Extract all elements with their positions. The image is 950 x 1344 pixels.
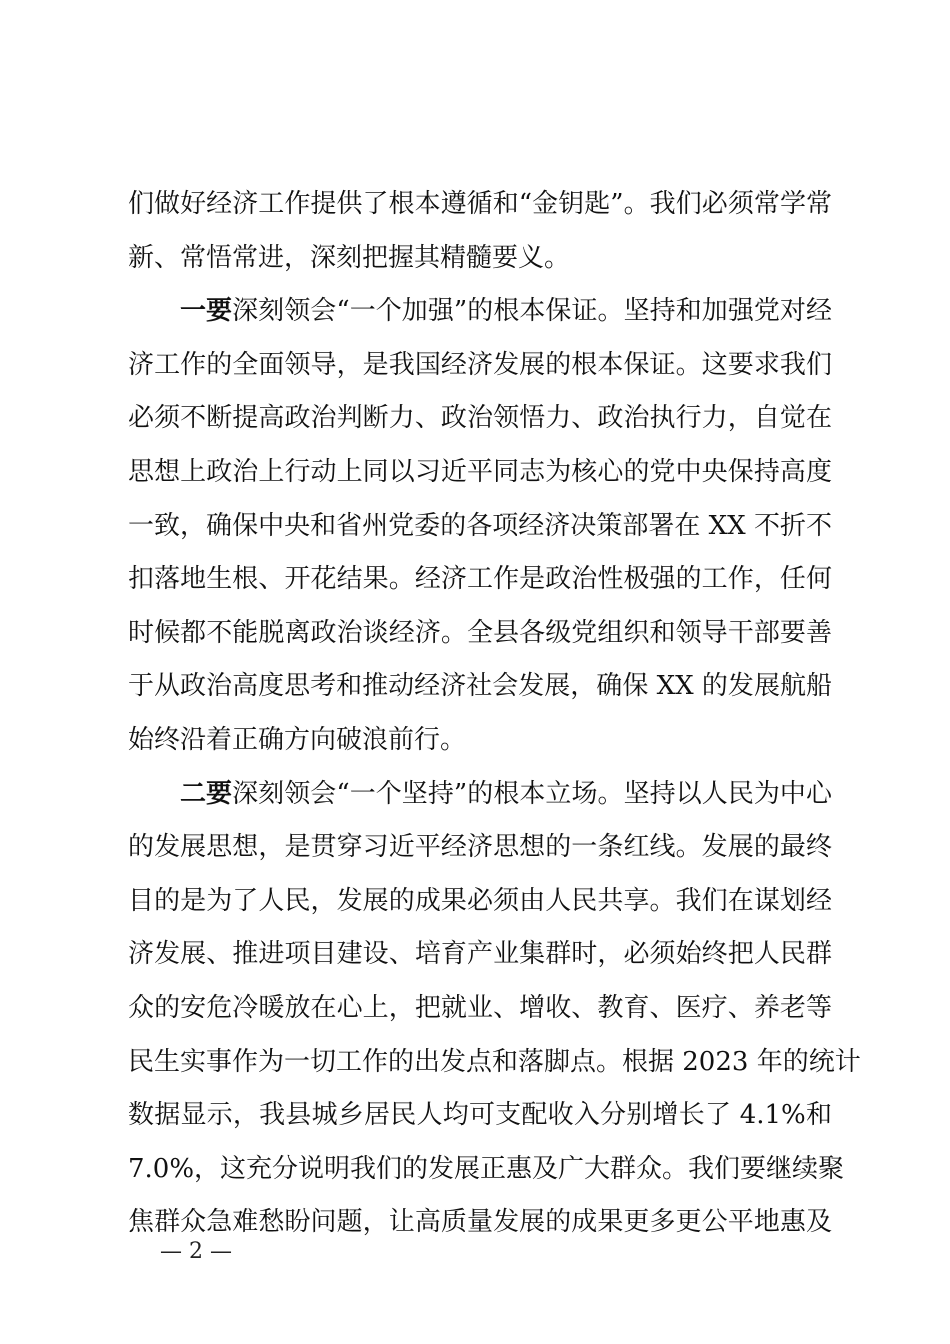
text-line: 们做好经济工作提供了根本遵循和“金钥匙”。我们必须常学常 [128, 189, 832, 219]
text-line: 扣落地生根、开花结果。经济工作是政治性极强的工作，任何 [128, 564, 832, 595]
text-line: 始终沿着正确方向破浪前行。 [128, 724, 467, 755]
text-line: 众的安危冷暖放在心上，把就业、增收、教育、医疗、养老等 [128, 992, 832, 1023]
document-body [128, 178, 861, 1250]
text-line: 深刻领会“一个加强”的根本保证。坚持和加强党对经 [232, 296, 832, 327]
paragraph-2-first-line [128, 768, 832, 822]
text-line: 民生实事作为一切工作的出发点和落脚点。根据 2023 年的统计 [128, 1046, 861, 1077]
text-line: 济发展、推进项目建设、培育产业集群时，必须始终把人民群 [128, 939, 832, 970]
text-line: 思想上政治上行动上同以习近平同志为核心的党中央保持高度 [128, 456, 832, 487]
text-line: 一致，确保中央和省州党委的各项经济决策部署在 XX 不折不 [128, 510, 832, 541]
text-line: 时候都不能脱离政治谈经济。全县各级党组织和领导干部要善 [128, 617, 832, 648]
page-number: — 2 — [160, 1239, 232, 1264]
text-line: 的发展思想，是贯穿习近平经济思想的一条红线。发展的最终 [128, 832, 832, 863]
text-line: 济工作的全面领导，是我国经济发展的根本保证。这要求我们 [128, 349, 832, 380]
paragraph-lead-2: 二要 [180, 778, 233, 809]
paragraph-lead-1: 一要 [180, 296, 233, 327]
paragraph-1-first-line [128, 285, 832, 339]
text-line: 深刻领会“一个坚持”的根本立场。坚持以人民为中心 [232, 778, 832, 809]
text-line: 数据显示，我县城乡居民人均可支配收入分别增长了 4.1%和 [128, 1100, 832, 1131]
text-line: 于从政治高度思考和推动经济社会发展，确保 XX 的发展航船 [128, 671, 832, 702]
text-line: 焦群众急难愁盼问题，让高质量发展的成果更多更公平地惠及 [128, 1207, 832, 1238]
text-line: 必须不断提高政治判断力、政治领悟力、政治执行力，自觉在 [128, 403, 832, 434]
text-line: 目的是为了人民，发展的成果必须由人民共享。我们在谋划经 [128, 885, 832, 916]
text-line: 新、常悟常进，深刻把握其精髓要义。 [128, 242, 571, 273]
text-line: 7.0%，这充分说明我们的发展正惠及广大群众。我们要继续聚 [128, 1153, 845, 1184]
